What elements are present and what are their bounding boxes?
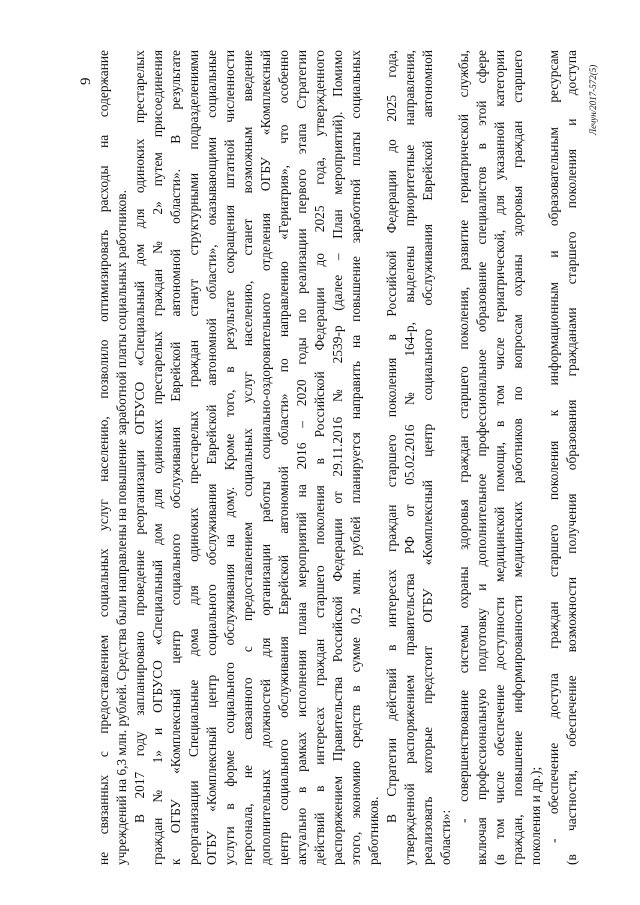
text-line: реализовать которые предстоит ОГБУ «Комплексный центр социального обслуживания Еврейской автономной — [420, 50, 435, 865]
text-line: к ОГБУ «Комплексный центр социального обслуживания Еврейской автономной области». В результате — [168, 50, 183, 865]
text-line: дополнительных должностей для организации работы социально-оздоровительного отделения ОГБУ «Комплексный — [258, 50, 273, 865]
text-line: граждан № 1» и ОГБУСО «Специальный дом для одиноких престарелых граждан № 2» путем присоединения — [150, 50, 165, 865]
text-line: В Стратегии действий в интересах граждан старшего поколения в Российской Федерации до 2025 года, — [384, 50, 399, 823]
body-text — [95, 50, 581, 865]
text-line: В 2017 году запланировано проведение реорганизации ОГБУСО «Специальный дом для одиноких престарелых — [132, 50, 147, 823]
text-line: утвержденной распоряжением правительства РФ от 05.02.2016 № 164-р, выделены приоритетные направления, — [402, 50, 417, 865]
text-line: (в том числе обеспечение доступности медицинской помощи, в том числе гериатрической, для указанной категории — [492, 50, 507, 865]
text-line: (в частности, обеспечение возможности получения образования гражданами старшего поколения и доступа — [564, 50, 579, 865]
text-line: граждан, повышение информированности медицинских работников по вопросам охраны здоровья граждан старшего — [510, 50, 525, 865]
text-line: не связанных с предоставлением социальных услуг населению, позволило оптимизировать расходы на содержание — [96, 50, 111, 865]
text-line: - обеспечение доступа граждан старшего поколения к информационным и образовательным ресурсам — [546, 50, 561, 843]
page-number: 9 — [78, 77, 94, 85]
text-line: работников. — [366, 796, 381, 865]
text-line: области»: — [438, 809, 453, 865]
text-line: центр социального обслуживания Еврейской автономной области» по направлению «Гериатрия», что особенно — [276, 50, 291, 865]
text-line: учреждений на 6,3 млн. рублей. Средства были направлены на повышение заработной платы социальных работников. — [114, 190, 129, 865]
text-line: этого, экономию средств в сумме 0,2 млн. рублей планируется направить на повышение заработной платы социальных — [348, 50, 363, 865]
footer-document-code: Лечун/2017-572(5) — [588, 64, 598, 135]
text-line: персонала, не связанного с предоставлением социальных услуг населению, станет возможным введение — [240, 50, 255, 865]
text-line: - совершенствование системы охраны здоровья граждан старшего поколения, развитие гериатрической службы, — [456, 50, 471, 823]
text-line: включая профессиональную подготовку и дополнительное профессиональное образование специалистов в этой сфере — [474, 50, 489, 865]
text-line: распоряжением Правительства Российской Федерации от 29.11.2016 № 2539-р (далее – План мероприятий). Помимо — [330, 50, 345, 865]
text-line: ОГБУ «Комплексный центр социального обслуживания Еврейской автономной области», оказывающими социальные — [204, 50, 219, 865]
text-line: поколения и др.); — [528, 766, 543, 865]
text-line: действий в интересах граждан старшего поколения в Российской Федерации до 2025 года, утвержденного — [312, 50, 327, 865]
text-line: реорганизации Специальные дома для одиноких престарелых граждан станут структурными подразделениями — [186, 50, 201, 865]
text-line: актуально в рамках исполнения плана мероприятий на 2016 – 2020 годы по реализации первого этапа Стратегии — [294, 50, 309, 865]
text-line: услуги в форме социального обслуживания на дому. Кроме того, в результате сокращения штатной численности — [222, 50, 237, 865]
